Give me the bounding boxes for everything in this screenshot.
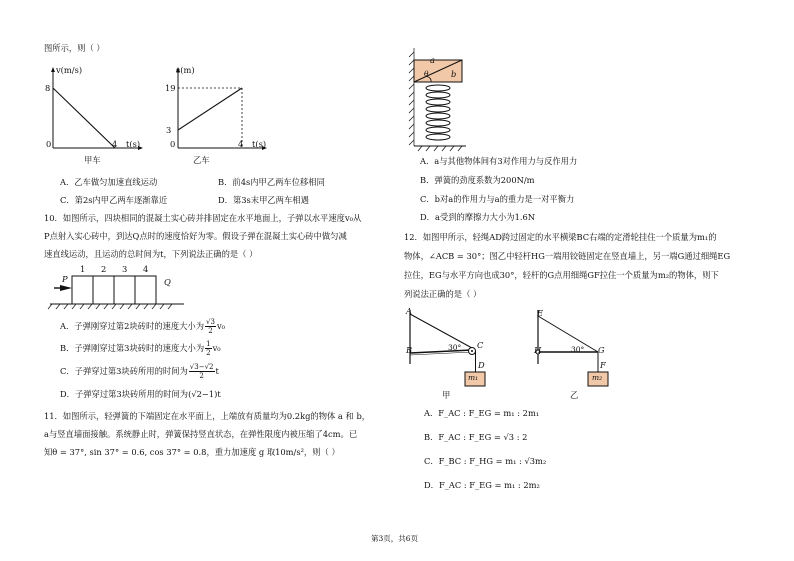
- q9-stem-tail: 图所示，则（ ）: [44, 43, 105, 53]
- q11-spring-figure: [404, 48, 474, 148]
- q11-stem-line-3: 知θ = 37°, sin 37° = 0.6, cos 37° = 0.8，重力加速度 g 取10m/s²，则（ ）: [44, 447, 340, 457]
- page-footer: 第3页，共6页: [371, 534, 419, 543]
- q10-point-q: Q: [164, 277, 171, 287]
- q11-spring: [426, 85, 450, 140]
- graph-yi-xtick: 4: [238, 139, 244, 149]
- q11-label-b: b: [451, 69, 457, 79]
- q10-stem-line-3: 速直线运动，且运动的总时间为t，下列说法正确的是（ ）: [44, 249, 258, 259]
- graph-yi-ytick-bottom: 3: [166, 125, 172, 135]
- graph-yi-line: [178, 88, 242, 130]
- q10-option-d: D．子弹穿过第3块砖所用的时间为(√2−1)t: [60, 389, 221, 399]
- graph-jia-ylabel: v(m/s): [56, 65, 83, 75]
- q9-option-b: B．前4s内甲乙两车位移相同: [218, 177, 325, 187]
- graph-yi-ytick-top: 19: [165, 83, 176, 93]
- bullet-icon: [60, 285, 72, 291]
- q10-option-c-fraction: [189, 363, 215, 380]
- graph-yi-caption: 乙车: [193, 155, 210, 165]
- graph-yi-origin: 0: [170, 139, 176, 149]
- q9-option-d: D．第3s末甲乙两车相遇: [218, 195, 309, 205]
- q10-option-c-text: C．子弹穿过第3块砖所用的时间为: [60, 365, 188, 376]
- fraction-numerator: √3−√2: [189, 363, 214, 371]
- q9-option-c: C．第2s内甲乙两车逐渐靠近: [60, 195, 168, 205]
- q12-option-a: A．F_AC : F_EG = m₁ : 2m₁: [424, 408, 540, 418]
- q11-stem-line-2: a与竖直墙面接触。系统静止时，弹簧保持竖直状态，在弹性限度内被压缩了4cm。已: [44, 429, 358, 439]
- graph-yi-ylabel: s(m): [176, 65, 195, 75]
- q12-stem-line-4: 列说法正确的是（ ）: [404, 289, 482, 299]
- fig-yi-mass: m₂: [592, 373, 603, 382]
- fig-yi-caption: 乙: [570, 390, 579, 400]
- fraction-numerator: 1: [206, 340, 211, 348]
- q10-brick-label-3: 3: [122, 264, 128, 274]
- q12-option-c: C．F_BC : F_HG = m₁ : √3m₂: [424, 456, 547, 466]
- q10-option-a-fraction: [205, 318, 216, 335]
- q10-option-a-text: A．子弹刚穿过第2块砖时的速度大小为: [60, 320, 205, 331]
- fig-jia-label-d: D: [478, 360, 485, 370]
- fraction-denominator: 2: [199, 372, 204, 381]
- fraction-denominator: 2: [206, 349, 211, 358]
- q11-option-b: B．弹簧的劲度系数为200N/m: [420, 175, 535, 185]
- q12-stem-line-1: 12．如图甲所示，轻绳AD跨过固定的水平横梁BC右端的定滑轮挂住一个质量为m₁的: [404, 232, 717, 242]
- graph-jia-caption: 甲车: [84, 155, 101, 165]
- q11-stem-line-1: 11．如图所示，轻弹簧的下端固定在水平面上，上端放有质量均为0.2kg的物体 a 和 b，: [44, 411, 371, 421]
- q12-stem-line-3: 拉住，EG与水平方向也成30°，轻杆的G点用细绳GF拉住一个质量为m₂的物体，则下: [404, 270, 719, 280]
- fig-yi-angle: 30°: [571, 345, 585, 354]
- q10-option-a: [60, 318, 225, 335]
- q10-option-b-text: B．子弹刚穿过第3块砖时的速度大小为: [60, 342, 205, 353]
- fig-yi-label-f: F: [600, 360, 606, 370]
- q10-brick-label-2: 2: [101, 264, 107, 274]
- fig-jia-mass: m₁: [468, 373, 479, 382]
- q11-option-a: A．a与其他物体间有3对作用力与反作用力: [420, 156, 578, 166]
- graph-jia-line: [53, 88, 118, 149]
- graph-jia-xtick: 4: [112, 139, 118, 149]
- q10-option-c: [60, 363, 219, 380]
- q10-option-b-fraction: [205, 340, 211, 357]
- fraction-numerator: √3: [206, 318, 215, 326]
- fig-yi-label-g: G: [598, 345, 605, 355]
- q11-label-a: a: [430, 55, 435, 65]
- fig-jia-label-b: B: [406, 345, 413, 355]
- q10-option-b-suffix: v₀: [212, 342, 221, 353]
- q10-stem-line-1: 10．如图所示，四块相同的混凝土实心砖并排固定在水平地面上，子弹以水平速度v₀从: [44, 213, 362, 223]
- fig-yi-label-h: H: [534, 345, 542, 355]
- q10-point-p: P: [62, 274, 68, 284]
- q12-option-d: D．F_AC : F_EG = m₁ : 2m₂: [424, 480, 540, 490]
- fig-jia-caption: 甲: [442, 390, 451, 400]
- q10-brick-figure: [44, 266, 194, 310]
- q10-brick-label-4: 4: [143, 264, 149, 274]
- q9-option-a: A．乙车做匀加速直线运动: [60, 177, 158, 187]
- graph-yi-xlabel: t(s): [252, 139, 267, 149]
- q10-option-b: [60, 340, 221, 357]
- q11-option-c: C．b对a的作用力与a的重力是一对平衡力: [420, 194, 575, 204]
- fig-yi-label-e: E: [537, 308, 544, 318]
- fraction-denominator: 2: [208, 327, 213, 336]
- graph-jia-xlabel: t(s): [126, 139, 141, 149]
- q11-option-d: D．a受到的摩擦力大小为1.6N: [420, 212, 536, 222]
- q12-option-b: B．F_AC : F_EG = √3 : 2: [424, 432, 528, 442]
- q10-option-a-suffix: v₀: [216, 320, 225, 331]
- fig-jia-label-c: C: [477, 340, 484, 350]
- fig-jia-angle: 30°: [448, 343, 462, 352]
- q10-option-c-suffix: t: [215, 365, 219, 376]
- fig-jia-label-a: A: [406, 306, 412, 316]
- q11-label-theta: θ: [424, 69, 429, 78]
- graph-jia-origin: 0: [46, 139, 52, 149]
- graph-jia-ytick: 8: [45, 83, 51, 93]
- q10-brick-label-1: 1: [80, 264, 86, 274]
- q10-stem-line-2: P点射入实心砖中，到达Q点时的速度恰好为零。假设子弹在混凝土实心砖中做匀减: [44, 231, 347, 241]
- q12-stem-line-2: 物体，∠ACB = 30°；图乙中轻杆HG一端用铰链固定在竖直墙上，另一端G通过细绳EG: [404, 251, 731, 261]
